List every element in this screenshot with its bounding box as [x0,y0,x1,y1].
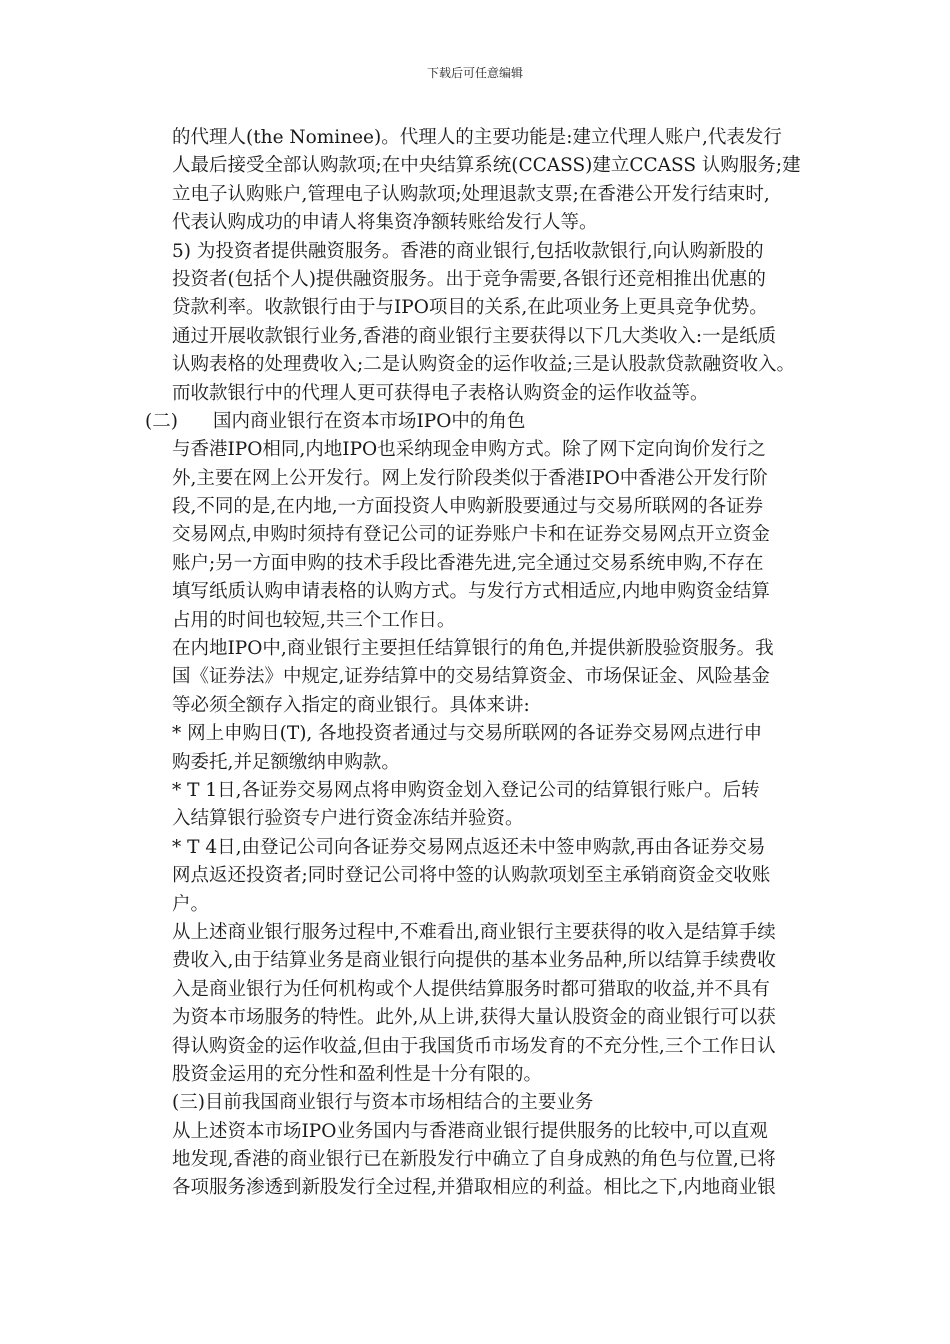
body-line: 5) 为投资者提供融资服务。香港的商业银行,包括收款银行,向认购新股的 [172,240,764,262]
body-line: 各项服务渗透到新股发行全过程,并猎取相应的利益。相比之下,内地商业银 [172,1177,776,1199]
body-line: 投资者(包括个人)提供融资服务。出于竞争需要,各银行还竞相推出优惠的 [172,268,766,290]
body-line: 填写纸质认购申请表格的认购方式。与发行方式相适应,内地申购资金结算 [172,581,770,603]
body-line: 网点返还投资者;同时登记公司将中签的认购款项划至主承销商资金交收账 [172,865,771,887]
document-body [145,124,832,1203]
section-title: 国内商业银行在资本市场IPO中的角色 [213,410,526,432]
section-number: (二) [145,410,178,432]
body-line: 与香港IPO相同,内地IPO也采纳现金申购方式。除了网下定向询价发行之 [172,439,766,461]
body-line: 国《证券法》中规定,证券结算中的交易结算资金、市场保证金、风险基金 [172,666,770,688]
body-line: 段,不同的是,在内地,一方面投资人申购新股要通过与交易所联网的各证券 [172,496,764,518]
body-line: 为资本市场服务的特性。此外,从上讲,获得大量认股资金的商业银行可以获 [172,1007,776,1029]
body-line: 购委托,并足额缴纳申购款。 [172,751,400,773]
page-header-note: 下载后可任意编辑 [426,66,523,80]
bullet-line: * T 1日,各证券交易网点将申购资金划入登记公司的结算银行账户。后转 [172,779,760,801]
body-line: 得认购资金的运作收益,但由于我国货币市场发育的不充分性,三个工作日认 [172,1035,776,1057]
section-heading-two [145,408,805,436]
body-line: 从上述资本市场IPO业务国内与香港商业银行提供服务的比较中,可以直观 [172,1120,768,1142]
body-line: 认购表格的处理费收入;二是认购资金的运作收益;三是认股款贷款融资收入。 [172,354,795,376]
body-line: 贷款利率。收款银行由于与IPO项目的关系,在此项业务上更具竞争优势。 [172,297,768,319]
body-line: 费收入,由于结算业务是商业银行向提供的基本业务品种,所以结算手续费收 [172,950,776,972]
body-line: 外,主要在网上公开发行。网上发行阶段类似于香港IPO中香港公开发行阶 [172,467,768,489]
body-line: 等必须全额存入指定的商业银行。具体来讲: [172,694,530,716]
body-line: 户。 [172,893,210,915]
body-line: 股资金运用的充分性和盈利性是十分有限的。 [172,1063,543,1085]
body-line: 入是商业银行为任何机构或个人提供结算服务时都可猎取的收益,并不具有 [172,978,770,1000]
body-line: 立电子认购账户,管理电子认购款项;处理退款支票;在香港公开发行结束时, [172,183,770,205]
bullet-line: * T 4日,由登记公司向各证券交易网点返还未中签申购款,再由各证券交易 [172,836,766,858]
body-line: 账户;另一方面申购的技术手段比香港先进,完全通过交易系统申购,不存在 [172,552,764,574]
body-line: 代表认购成功的申请人将集资净额转账给发行人等。 [172,212,598,234]
body-line: 的代理人(the Nominee)。代理人的主要功能是:建立代理人账户,代表发行 [172,127,782,148]
body-line: 交易网点,申购时须持有登记公司的证券账户卡和在证券交易网点开立资金 [172,524,770,546]
body-line: 而收款银行中的代理人更可获得电子表格认购资金的运作收益等。 [172,382,709,404]
body-line: 从上述商业银行服务过程中,不难看出,商业银行主要获得的收入是结算手续 [172,921,776,943]
bullet-line: * 网上申购日(T), 各地投资者通过与交易所联网的各证券交易网点进行申 [172,723,763,745]
body-line: 在内地IPO中,商业银行主要担任结算银行的角色,并提供新股验资服务。我 [172,638,774,660]
body-line: 人最后接受全部认购款项;在中央结算系统(CCASS)建立CCASS 认购服务;建 [172,155,801,177]
body-line: 占用的时间也较短,共三个工作日。 [172,609,456,631]
section-heading-three: (三)目前我国商业银行与资本市场相结合的主要业务 [172,1092,594,1114]
body-line: 通过开展收款银行业务,香港的商业银行主要获得以下几大类收入:一是纸质 [172,325,777,347]
body-line: 地发现,香港的商业银行已在新股发行中确立了自身成熟的角色与位置,已将 [172,1149,776,1171]
body-line: 入结算银行验资专户进行资金冻结并验资。 [172,808,524,830]
